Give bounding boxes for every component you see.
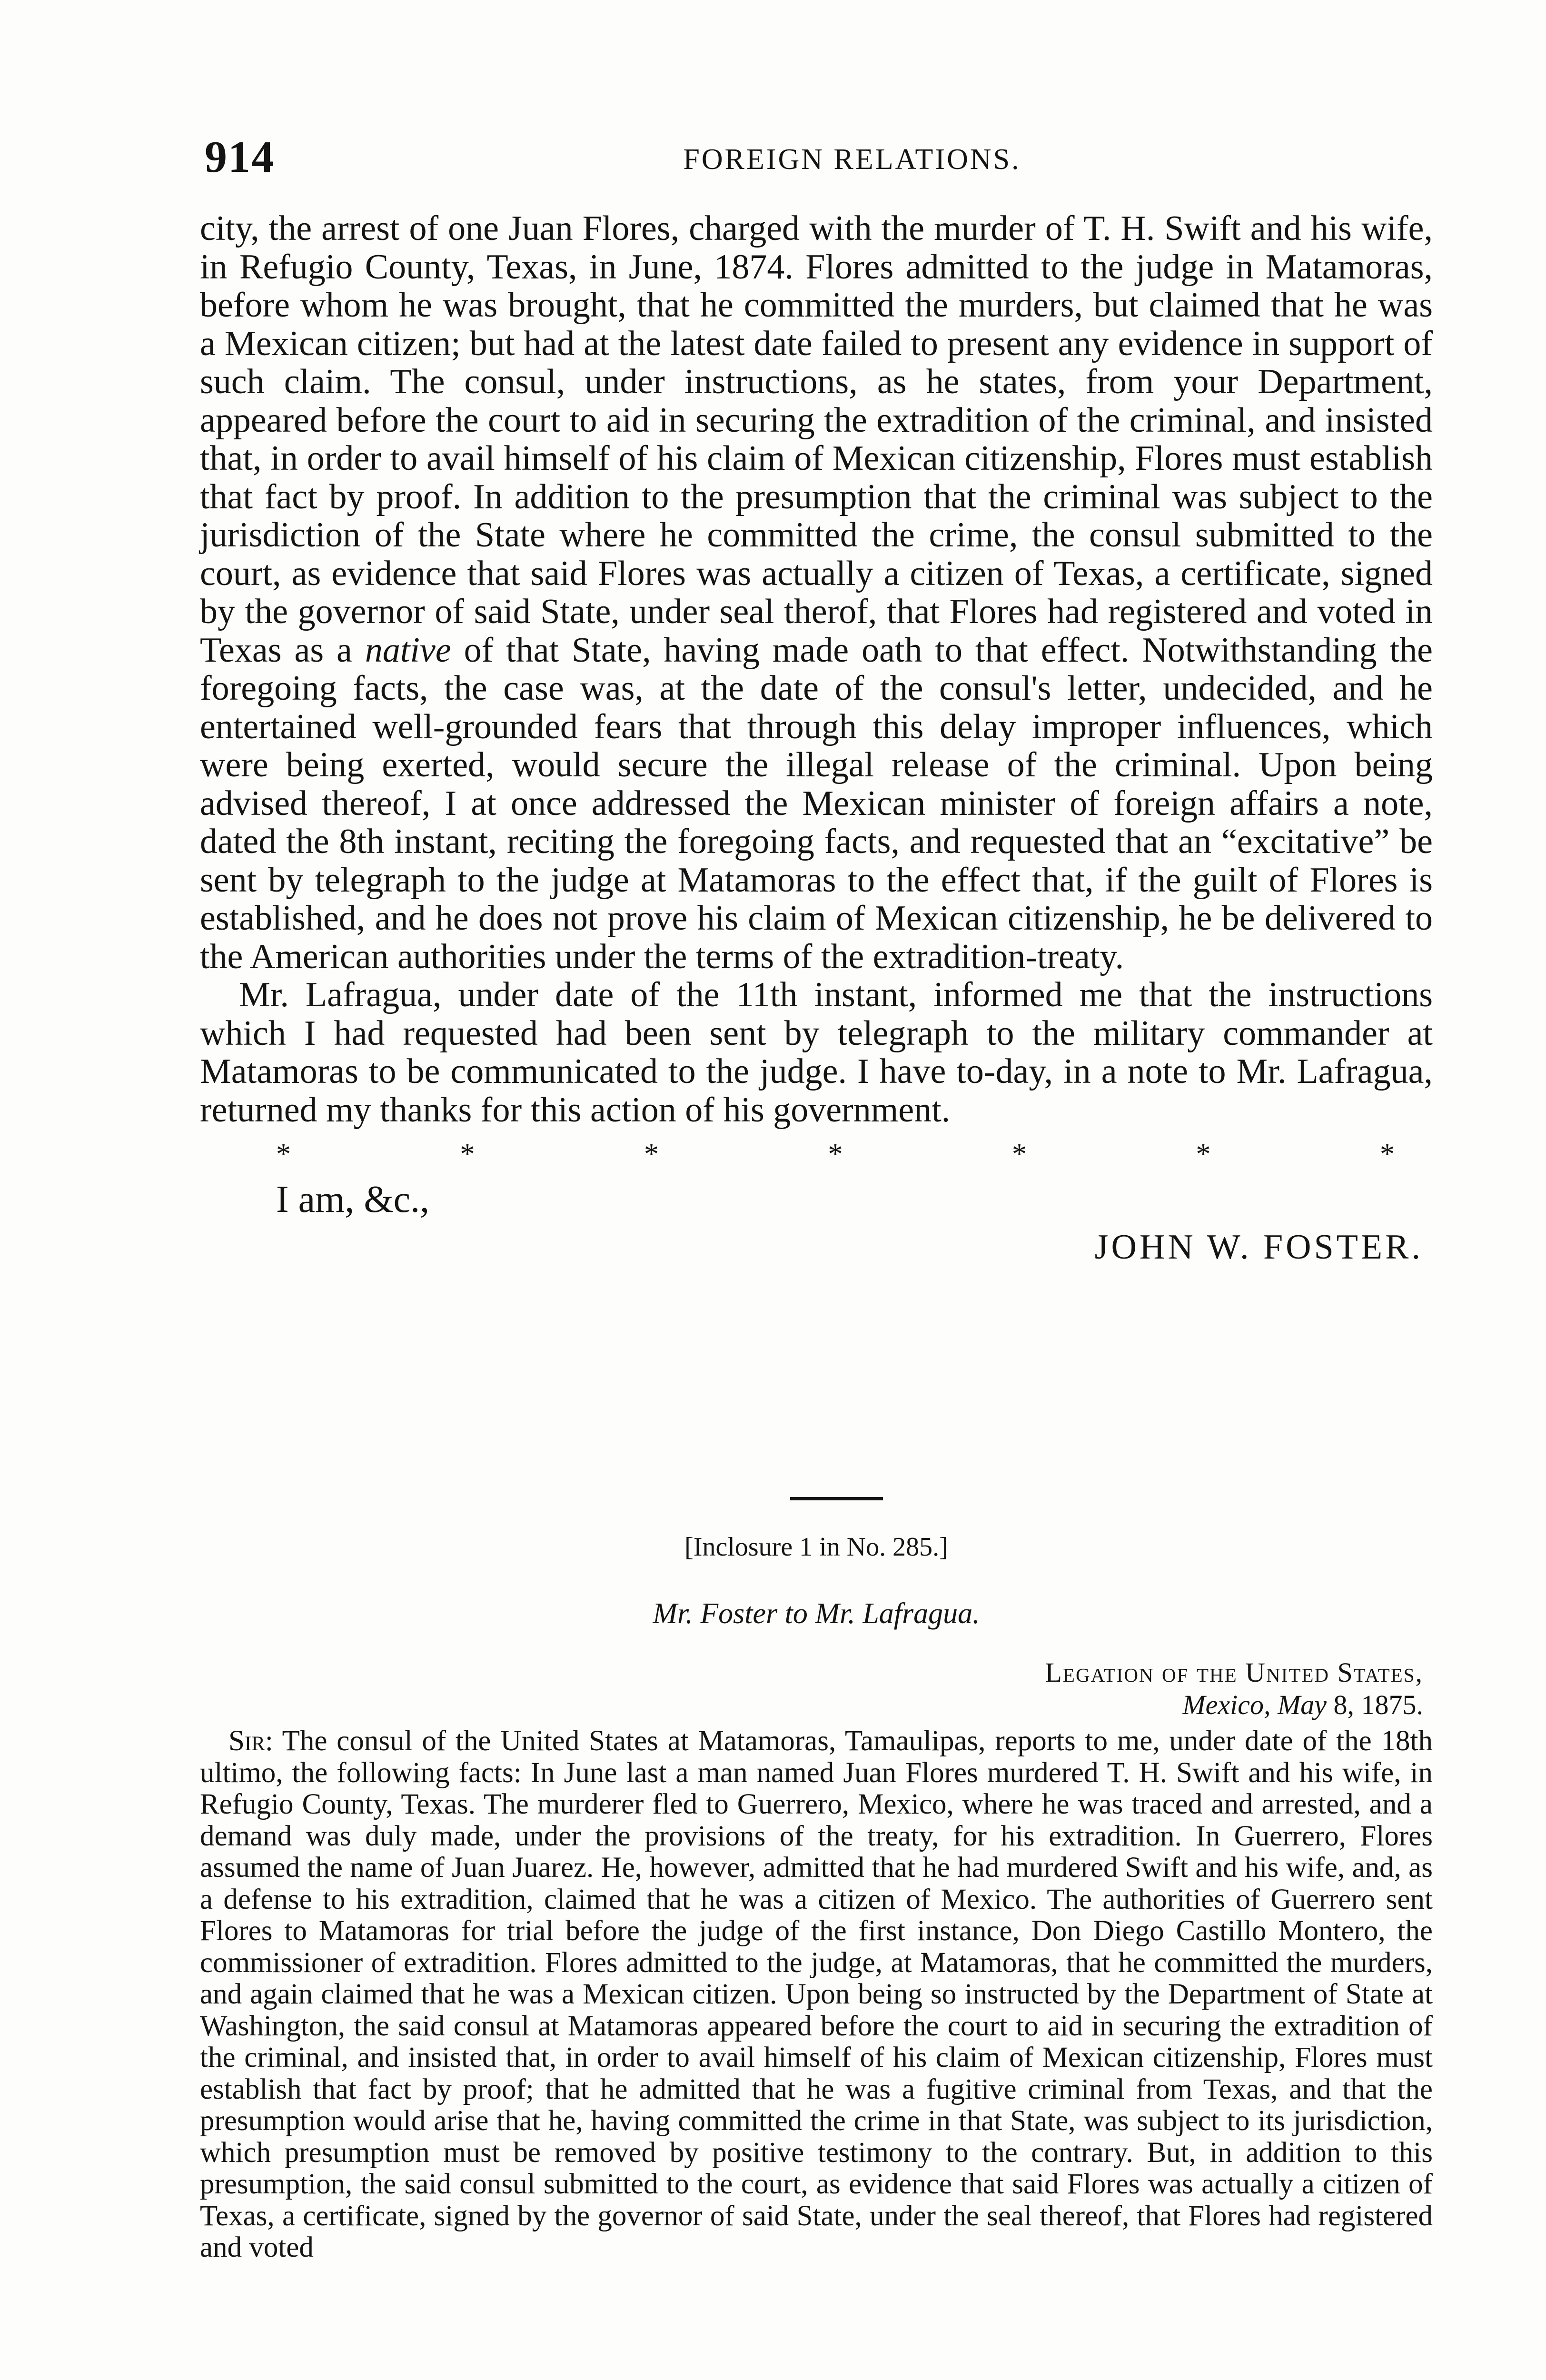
date-end: 8, 1875. <box>1327 1689 1423 1720</box>
page-number: 914 <box>205 132 275 182</box>
section-rule <box>790 1497 883 1500</box>
paragraph-1 <box>200 209 1433 976</box>
inclosure-letter-body <box>200 1726 1433 2264</box>
inclosure-label: [Inclosure 1 in No. 285.] <box>684 1532 948 1562</box>
running-head <box>205 129 1433 186</box>
place-date-line <box>809 1689 1423 1721</box>
paragraph-1-italic: native <box>365 630 451 670</box>
inclosure-body-text: The consul of the United States at Matamoras, Tamaulipas, reports to me, under date of the 18th ultimo, the following facts: In June last a man named Juan Flores murdered T. H. Swift and his wife, in Refugio County, Texas. The murderer fled to Guerrero, Mexico, where he was traced and arrested, and a demand was duly made, under the provisions of the treaty, for his extradition. In Guerrero, Flores assumed the name of Juan Juarez. He, however, admitted that he had murdered Swift and his wife, and, as a defense to his extradition, claimed that he was a citizen of Mexico. The authorities of Guerrero sent Flores to Matamoras for trial before the judge of the first instance, Don Diego Castillo Montero, the commissioner of extradition. Flores admitted to the judge, at Matamoras, that he committed the murders, and again claimed that he was a Mexican citizen. Upon being so instructed by the Department of State at Washington, the said consul at Matamoras appeared before the court to aid in securing the extradition of the criminal, and insisted that, in order to avail himself of his claim of Mexican citizenship, Flores must establish that fact by proof; that he admitted that he was a fugitive criminal from Texas, and that the presumption would arise that he, having committed the crime in that State, was subject to its jurisdiction, which presumption must be removed by positive testimony to the contrary. But, in addition to this presumption, the said consul submitted to the court, as evidence that said Flores was actually a citizen of Texas, a certificate, signed by the governor of said State, under the seal thereof, that Flores had registered and voted <box>200 1725 1433 2263</box>
asterisk: * <box>1380 1138 1395 1170</box>
main-letter-body <box>200 209 1433 1271</box>
salutation: Sir: <box>228 1725 273 1757</box>
asterisk: * <box>1012 1138 1027 1170</box>
paragraph-1-end: of that State, having made oath to that effect. Notwithstanding the foregoing facts, the case was, at the date of the consul's letter, undecided, and he entertained well-grounded fears that through this delay improper influences, which were being exerted, would secure the illegal release of the criminal. Upon being advised thereof, I at once addressed the Mexican minister of foreign affairs a note, dated the 8th instant, reciting the foregoing facts, and requested that an “excitative” be sent by telegraph to the judge at Matamoras to the effect that, if the guilt of Flores is established, and he does not prove his claim of Mexican citizenship, he be delivered to the American authorities under the terms of the extradition-treaty. <box>200 630 1433 976</box>
paragraph-2: Mr. Lafragua, under date of the 11th instant, informed me that the instructions which I had requested had been sent by telegraph to the military commander at Matamoras to be communicated to the judge. I have to-day, in a note to Mr. Lafragua, returned my thanks for this action of his government. <box>200 975 1433 1130</box>
asterisk: * <box>1196 1138 1211 1170</box>
place-date-italic: Mexico, May <box>1182 1689 1327 1720</box>
signature: JOHN W. FOSTER. <box>1094 1228 1423 1267</box>
asterisk: * <box>460 1138 475 1170</box>
inclosure-paragraph <box>200 1726 1433 2264</box>
asterisk: * <box>828 1138 843 1170</box>
closing: I am, &c., <box>276 1179 430 1220</box>
asterisk: * <box>276 1138 291 1170</box>
asterisk: * <box>644 1138 659 1170</box>
inclosure-title: Mr. Foster to Mr. Lafragua. <box>653 1597 980 1630</box>
letter-heading <box>809 1656 1423 1721</box>
paragraph-1-text: city, the arrest of one Juan Flores, charged with the murder of T. H. Swift and his wife, in Refugio County, Texas, in June, 1874. Flores admitted to the judge in Matamoras, before whom he was brought, that he committed the murders, but claimed that he was a Mexican citizen; but had at the latest date failed to present any evidence in support of such claim. The consul, under instructions, as he states, from your Department, appeared before the court to aid in securing the extradition of the criminal, and insisted that, in order to avail himself of his claim of Mexican citizenship, Flores must establish that fact by proof. In addition to the presumption that the criminal was subject to the jurisdiction of the State where he committed the crime, the consul submitted to the court, as evidence that said Flores was actually a citizen of Texas, a certificate, signed by the governor of said State, under seal therof, that Flores had registered and voted in Texas as a <box>200 209 1433 670</box>
legation-line: Legation of the United States, <box>1045 1657 1423 1688</box>
running-title: FOREIGN RELATIONS. <box>683 143 1021 176</box>
asterisk-divider <box>276 1138 1395 1171</box>
